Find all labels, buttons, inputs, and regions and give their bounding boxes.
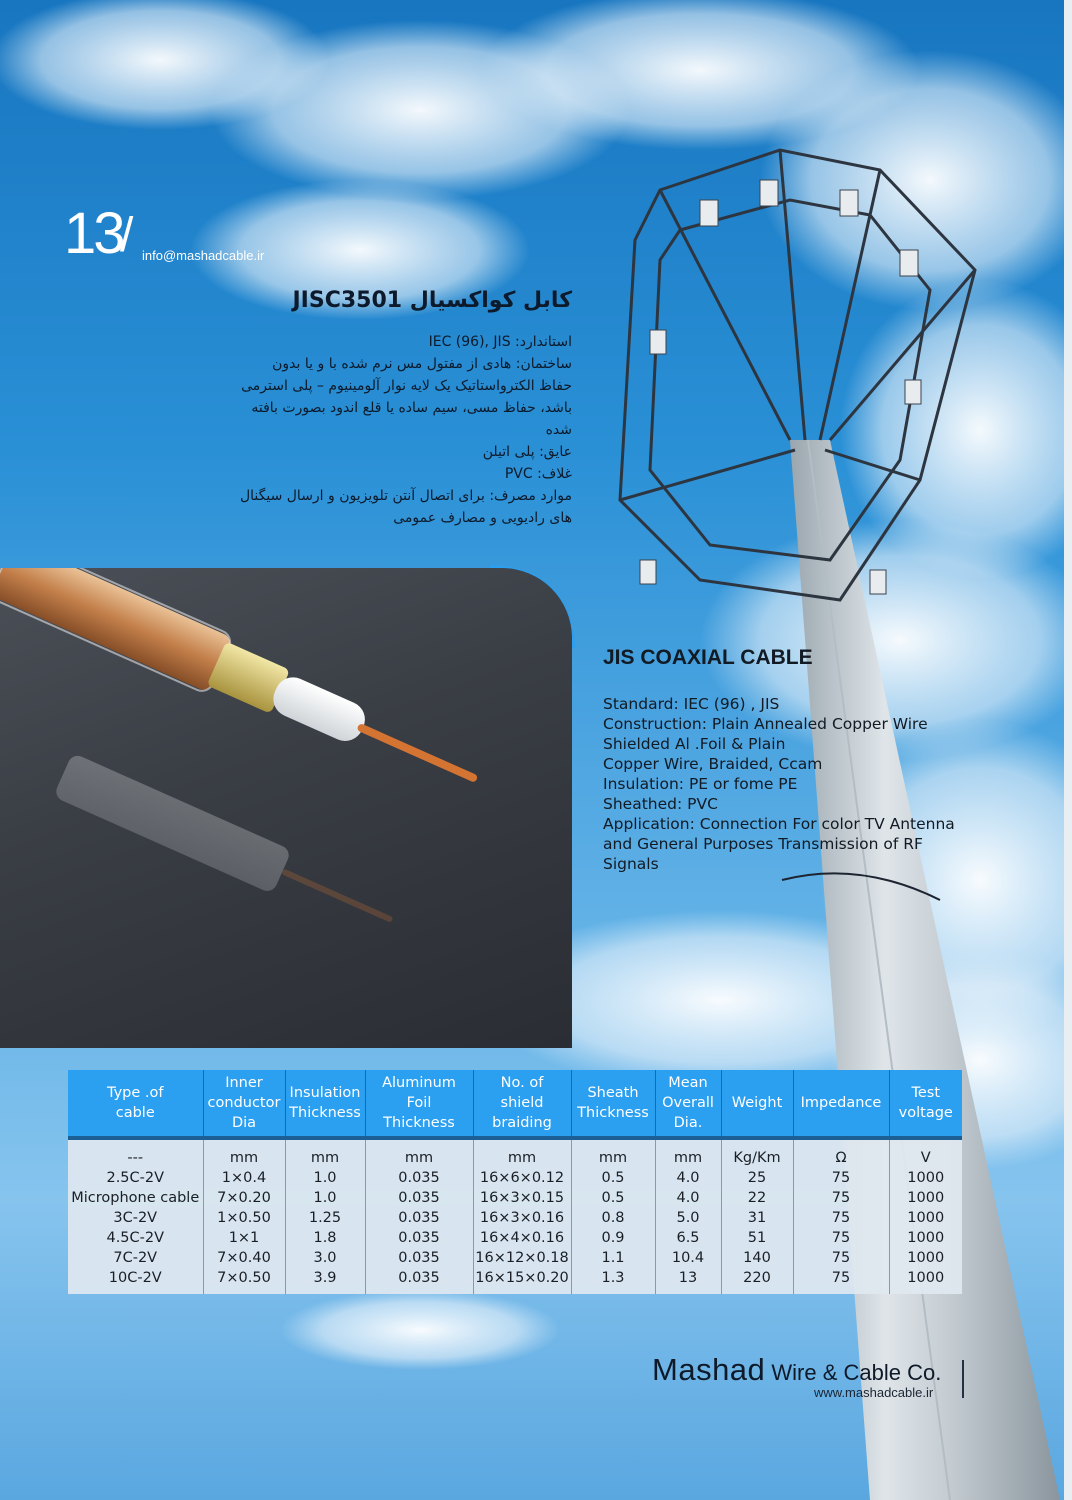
- english-line: Insulation: PE or fome PE: [603, 775, 798, 793]
- table-cell: 25: [721, 1168, 793, 1188]
- column-header: [571, 1070, 655, 1138]
- table-cell: mm: [571, 1138, 655, 1168]
- column-header-line: cable: [115, 1105, 155, 1121]
- column-header-line: shield: [500, 1095, 544, 1111]
- table-cell: 1.3: [571, 1268, 655, 1294]
- english-line: Construction: Plain Annealed Copper Wire: [603, 715, 928, 733]
- table-cell: 16×12×0.18: [473, 1248, 571, 1268]
- column-header-line: Insulation: [289, 1085, 361, 1101]
- brand-divider: [962, 1360, 964, 1398]
- english-line: Shielded Al .Foil & Plain: [603, 735, 786, 753]
- column-header-line: Dia: [231, 1115, 257, 1131]
- table-cell: 1.8: [285, 1228, 365, 1248]
- table-cell: mm: [203, 1138, 285, 1168]
- table-cell: 3.9: [285, 1268, 365, 1294]
- column-header: [365, 1070, 473, 1138]
- table-cell: 7C-2V: [68, 1248, 203, 1268]
- column-header: [793, 1070, 889, 1138]
- column-header-line: Thickness: [289, 1105, 361, 1121]
- column-header-line: Thickness: [383, 1115, 455, 1131]
- table-cell: Ω: [793, 1138, 889, 1168]
- column-header: [721, 1070, 793, 1138]
- column-header-line: braiding: [492, 1115, 552, 1131]
- column-header-line: Overall: [662, 1095, 714, 1111]
- table-cell: 0.8: [571, 1208, 655, 1228]
- table-cell: 51: [721, 1228, 793, 1248]
- table-cell: 2.5C-2V: [68, 1168, 203, 1188]
- persian-description: [200, 288, 572, 529]
- brand-subtitle: Wire & Cable Co.: [765, 1360, 942, 1385]
- persian-line: شده: [545, 422, 572, 438]
- column-header: [473, 1070, 571, 1138]
- table-row: [68, 1228, 962, 1248]
- column-header-line: Sheath: [587, 1085, 639, 1101]
- column-header-line: Type .of: [107, 1085, 164, 1101]
- table-row: [68, 1268, 962, 1294]
- english-line: Application: Connection For color TV Antenna: [603, 815, 955, 833]
- persian-line: های رادیویی و مصارف عمومی: [393, 510, 572, 526]
- column-header-line: Aluminum Foil: [382, 1075, 456, 1111]
- table-cell: 75: [793, 1228, 889, 1248]
- table-cell: 0.035: [365, 1248, 473, 1268]
- persian-line: حفاظ الکترواستاتیک یک لایه نوار آلومینیوم – پلی استرمی: [241, 378, 572, 394]
- table-cell: 1.0: [285, 1188, 365, 1208]
- column-header-line: Test: [911, 1085, 941, 1101]
- column-header-line: Mean: [668, 1075, 708, 1091]
- table-cell: 22: [721, 1188, 793, 1208]
- english-line: Copper Wire, Braided, Ccam: [603, 755, 823, 773]
- table-cell: 16×6×0.12: [473, 1168, 571, 1188]
- table-row: [68, 1168, 962, 1188]
- column-header: [68, 1070, 203, 1138]
- column-header-line: Dia.: [673, 1115, 703, 1131]
- table-cell: 16×15×0.20: [473, 1268, 571, 1294]
- table-cell: 3C-2V: [68, 1208, 203, 1228]
- table-cell: 4.0: [655, 1168, 721, 1188]
- table-cell: 75: [793, 1248, 889, 1268]
- table-cell: V: [889, 1138, 962, 1168]
- table-cell: 75: [793, 1208, 889, 1228]
- english-description: [603, 646, 983, 874]
- table-row: [68, 1188, 962, 1208]
- table-cell: 1000: [889, 1228, 962, 1248]
- english-title: JIS COAXIAL CABLE: [603, 646, 813, 669]
- table-cell: 5.0: [655, 1208, 721, 1228]
- table-cell: 1.1: [571, 1248, 655, 1268]
- table-cell: 0.035: [365, 1228, 473, 1248]
- column-header: [889, 1070, 962, 1138]
- persian-line: باشد، حفاظ مسی، سیم ساده یا قلع اندود بصورت بافته: [251, 400, 572, 416]
- english-line: Sheathed: PVC: [603, 795, 718, 813]
- table-cell: ---: [68, 1138, 203, 1168]
- table-body: [68, 1138, 962, 1294]
- website-link[interactable]: www.mashadcable.ir: [814, 1385, 934, 1400]
- table-cell: 140: [721, 1248, 793, 1268]
- table-cell: 75: [793, 1168, 889, 1188]
- table-cell: 1.0: [285, 1168, 365, 1188]
- table-cell: 1.25: [285, 1208, 365, 1228]
- table-header-row: [68, 1070, 962, 1138]
- persian-line: عایق: پلی اتیلن: [482, 444, 572, 460]
- persian-title: کابل کواکسیال JISC3501: [292, 288, 572, 313]
- table-cell: mm: [285, 1138, 365, 1168]
- column-header: [203, 1070, 285, 1138]
- table-cell: 10.4: [655, 1248, 721, 1268]
- table-cell: 0.035: [365, 1168, 473, 1188]
- table-cell: Microphone cable: [68, 1188, 203, 1208]
- table-cell: 31: [721, 1208, 793, 1228]
- table-cell: 1000: [889, 1248, 962, 1268]
- coaxial-cable-photo: [0, 568, 572, 1048]
- table-cell: 13: [655, 1268, 721, 1294]
- table-cell: 0.5: [571, 1168, 655, 1188]
- column-header-line: voltage: [898, 1105, 953, 1121]
- table-cell: mm: [365, 1138, 473, 1168]
- table-cell: 1000: [889, 1208, 962, 1228]
- table-cell: mm: [655, 1138, 721, 1168]
- cable-spec-table: [68, 1070, 962, 1294]
- column-header: [655, 1070, 721, 1138]
- persian-line: استاندارد: IEC (96), JIS: [428, 334, 572, 350]
- table-cell: 16×4×0.16: [473, 1228, 571, 1248]
- column-header-line: No. of: [500, 1075, 544, 1091]
- column-header-line: Weight: [731, 1095, 783, 1111]
- table-row: [68, 1248, 962, 1268]
- table-cell: 1×1: [203, 1228, 285, 1248]
- page-number-slash: /: [120, 209, 134, 262]
- column-header-line: Thickness: [577, 1105, 649, 1121]
- table-cell: 0.035: [365, 1208, 473, 1228]
- table-cell: 0.035: [365, 1268, 473, 1294]
- table-cell: Kg/Km: [721, 1138, 793, 1168]
- page-edge: [1064, 0, 1072, 1500]
- table-row: [68, 1208, 962, 1228]
- table-cell: 1×0.50: [203, 1208, 285, 1228]
- table-cell: 16×3×0.16: [473, 1208, 571, 1228]
- table-cell: 220: [721, 1268, 793, 1294]
- table-cell: 16×3×0.15: [473, 1188, 571, 1208]
- page-number: 13: [64, 201, 123, 266]
- persian-line: ساختمان: هادی از مفتول مس نرم شده با و یا بدون: [272, 356, 572, 372]
- english-line: Standard: IEC (96) , JIS: [603, 695, 780, 713]
- table-cell: 1000: [889, 1188, 962, 1208]
- table-cell: 0.5: [571, 1188, 655, 1208]
- table-cell: 0.035: [365, 1188, 473, 1208]
- column-header: [285, 1070, 365, 1138]
- table-cell: 7×0.20: [203, 1188, 285, 1208]
- table-cell: 6.5: [655, 1228, 721, 1248]
- table-cell: 3.0: [285, 1248, 365, 1268]
- table-cell: 4.0: [655, 1188, 721, 1208]
- brand-name: Mashad: [652, 1352, 766, 1387]
- column-header-line: conductor: [207, 1095, 281, 1111]
- table-cell: 4.5C-2V: [68, 1228, 203, 1248]
- table-cell: 75: [793, 1268, 889, 1294]
- table-cell: 75: [793, 1188, 889, 1208]
- email-link[interactable]: info@mashadcable.ir: [142, 248, 265, 263]
- table-cell: 1×0.4: [203, 1168, 285, 1188]
- table-cell: 10C-2V: [68, 1268, 203, 1294]
- table-cell: 1000: [889, 1268, 962, 1294]
- persian-line: غلاف: PVC: [504, 466, 572, 482]
- coaxial-cable-illustration: [0, 568, 572, 1048]
- table-cell: 7×0.50: [203, 1268, 285, 1294]
- table-cell: 1000: [889, 1168, 962, 1188]
- persian-line: موارد مصرف: برای اتصال آنتن تلویزیون و ارسال سیگنال: [239, 488, 572, 504]
- column-header-line: Impedance: [800, 1095, 882, 1111]
- english-line: and General Purposes Transmission of RF: [603, 835, 923, 853]
- table-cell: 0.9: [571, 1228, 655, 1248]
- table-cell: 7×0.40: [203, 1248, 285, 1268]
- table-cell: mm: [473, 1138, 571, 1168]
- english-line: Signals: [603, 855, 659, 873]
- column-header-line: Inner: [225, 1075, 263, 1091]
- brand-logo: [652, 1352, 941, 1388]
- units-row: [68, 1138, 962, 1168]
